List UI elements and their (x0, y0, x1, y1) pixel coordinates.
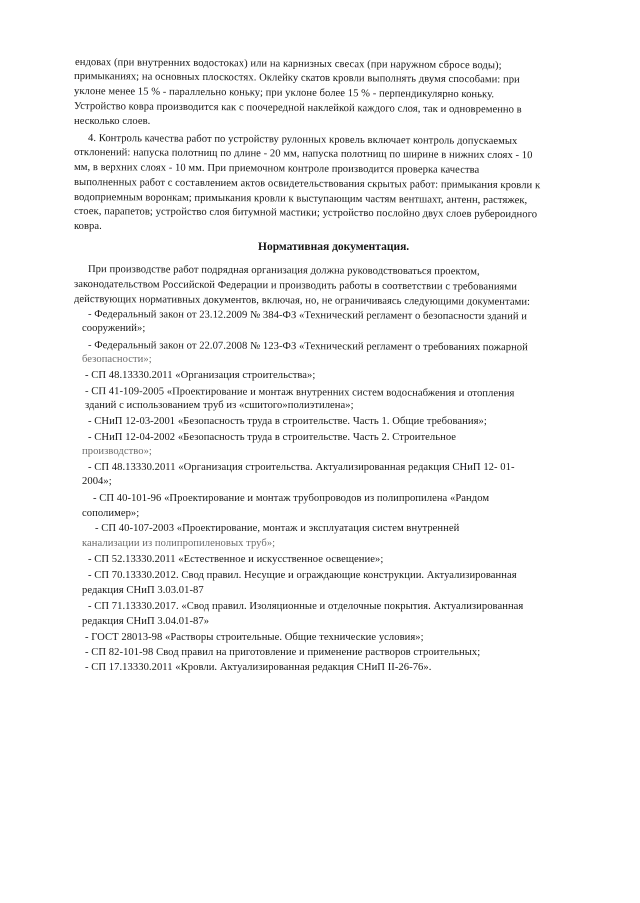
list-item: - СП 70.13330.2012. Свод правил. Несущие и ограждающие конструкции. Актуализированная (88, 570, 517, 581)
text-line: Устройство ковра производится как с поочередной наклейкой каждого слоя, так и одновременно в (73, 101, 522, 116)
list-item: зданий с использованием труб из «сшитого»полиэтилена»; (85, 400, 354, 411)
text-line: водоприемным воронкам; примыкания кровли к выступающим частям вентшахт, антенн, растяжек, (73, 192, 528, 207)
section-title: Нормативная документация. (258, 241, 410, 253)
list-item: канализации из полипропиленовых труб»; (82, 538, 276, 549)
list-item: - СНиП 12-03-2001 «Безопасность труда в строительстве. Часть 1. Общие требования»; (88, 416, 487, 427)
list-item: - СП 40-101-96 «Проектирование и монтаж трубопроводов из полипропилена «Рандом (93, 493, 490, 504)
list-item: - СНиП 12-04-2002 «Безопасность труда в строительстве. Часть 2. Строительное (88, 432, 457, 443)
list-item: - СП 40-107-2003 «Проектирование, монтаж и эксплуатация систем внутренней (95, 523, 460, 534)
list-item: - СП 41-109-2005 «Проектирование и монтаж внутренних систем водоснабжения и отопления (84, 386, 515, 400)
text-line: мм, в верхних слоях - 10 мм. При приемочном контроле производится проверка качества (73, 162, 480, 176)
list-item: 2004»; (82, 476, 112, 487)
text-line: примыканиях; на основных плоскостях. Оклейку скатов кровли выполнять двумя способами: при (73, 71, 520, 86)
text-line: действующих нормативных документов, включая, но, не ограничиваясь следующими документами: (73, 294, 531, 308)
list-item: безопасности»; (82, 354, 152, 365)
text-line: выполненных работ с составлением актов освидетельствования скрытых работ: примыкания кровли к (73, 177, 541, 192)
list-item: редакция СНиП 3.03.01-87 (82, 585, 204, 596)
list-item: - Федеральный закон от 22.07.2008 № 123-ФЗ «Технический регламент о требованиях пожарной (87, 340, 528, 354)
text-line: законодательством Российской Федерации и производить работы в соответствии с требованиями (73, 279, 518, 293)
text-line: 4. Контроль качества работ по устройству рулонных кровель включает контроль допускаемых (87, 133, 518, 147)
list-item: - СП 82-101-98 Свод правил на приготовление и применение растворов строительных; (85, 647, 481, 658)
list-item: производство»; (82, 446, 152, 457)
list-item: - СП 48.13330.2011 «Организация строительства»; (85, 370, 316, 381)
text-line: отклонений: напуска полотнищ по длине - 20 мм, напуска полотнищ по ширине в нижних слоях - 10 (73, 147, 533, 162)
text-line: ендовах (при внутренних водостоках) или на карнизных свесах (при наружном сбросе воды); (74, 57, 502, 72)
text-line: уклоне менее 15 % - параллельно коньку; при уклоне более 15 % - перпендикулярно коньку. (73, 86, 495, 101)
list-item: редакция СНиП 3.04.01-87» (82, 616, 210, 627)
text-line: несколько слоев. (74, 116, 151, 127)
list-item: - СП 48.13330.2011 «Организация строительства. Актуализированная редакция СНиП 12- 01- (88, 462, 515, 473)
text-line: ковра. (74, 221, 102, 232)
list-item: - Федеральный закон от 23.12.2009 № 384-ФЗ «Технический регламент о безопасности зданий и (87, 309, 528, 323)
list-item: - СП 71.13330.2017. «Свод правил. Изоляционные и отделочные покрытия. Актуализированная (88, 601, 524, 612)
text-line: При производстве работ подрядная организация должна руководствоваться проектом, (87, 264, 480, 278)
list-item: сополимер»; (82, 508, 140, 519)
list-item: - ГОСТ 28013-98 «Растворы строительные. Общие технические условия»; (85, 632, 424, 643)
list-item: - СП 52.13330.2011 «Естественное и искусственное освещение»; (88, 554, 384, 565)
list-item: - СП 17.13330.2011 «Кровли. Актуализированная редакция СНиП II-26-76». (85, 662, 432, 673)
list-item: сооружений»; (82, 323, 146, 334)
text-line: стоек, парапетов; устройство слоя битумной мастики; устройство послойно двух слоев рубероидного (73, 206, 538, 221)
